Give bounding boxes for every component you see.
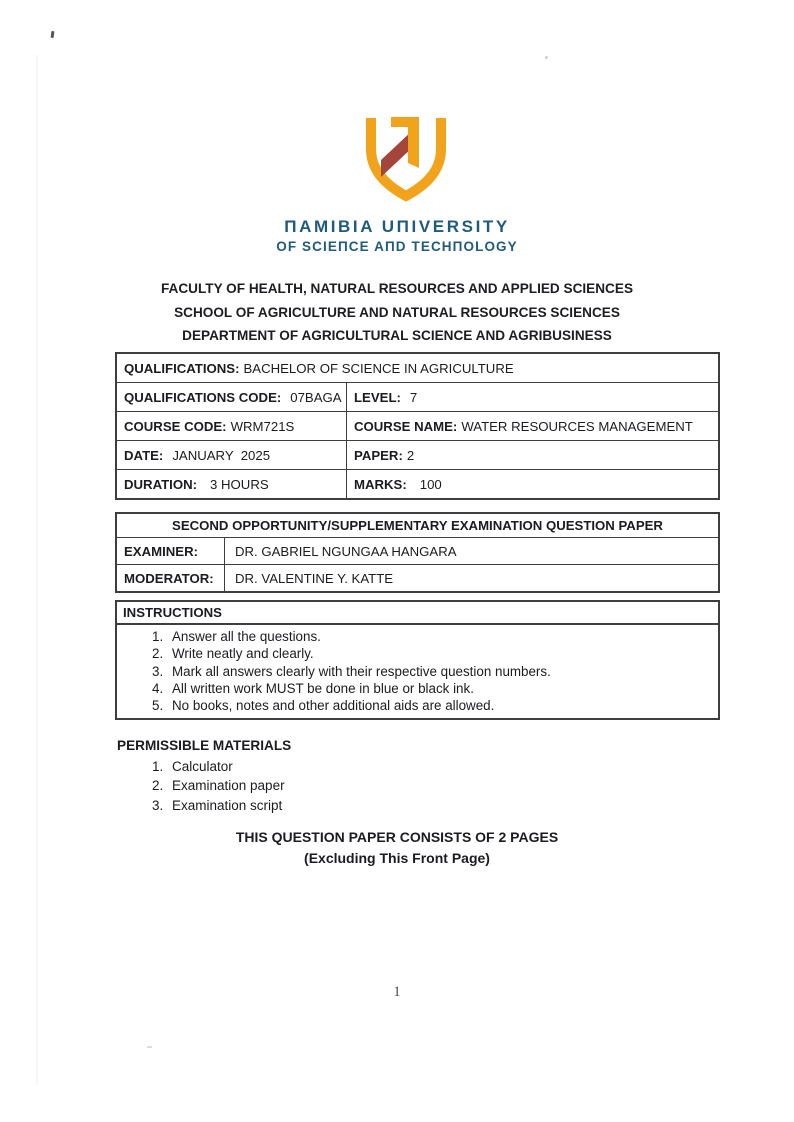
item-text: Answer all the questions. (172, 629, 321, 644)
examiner-label-cell (117, 538, 225, 564)
page-count-subnote: (Excluding This Front Page) (304, 850, 490, 866)
date-value: JANUARY 2025 (172, 447, 271, 463)
table-row (117, 411, 718, 440)
examiner-value-cell (225, 538, 718, 564)
material-item (117, 776, 285, 795)
level-cell (347, 383, 718, 411)
marks-value: 100 (419, 476, 442, 492)
level-value: 7 (409, 389, 418, 405)
item-number: 2. (152, 778, 164, 794)
faculty-header (0, 277, 794, 348)
item-number: 5. (152, 698, 164, 714)
qualifications-label: QUALIFICATIONS: (124, 360, 240, 376)
instruction-item (117, 680, 712, 697)
table-row (117, 440, 718, 469)
instructions-box (115, 600, 720, 720)
duration-cell (117, 470, 347, 498)
qualifications-code-cell (117, 383, 347, 411)
table-row (117, 564, 718, 591)
course-name-cell (347, 412, 718, 440)
table-row (117, 538, 718, 564)
examiner-name: DR. GABRIEL NGUNGAA HANGARA (235, 543, 457, 559)
level-label: LEVEL: (354, 389, 401, 405)
examiner-table (115, 512, 720, 593)
permissible-materials-title: PERMISSIBLE MATERIALS (117, 738, 292, 753)
item-text: Examination paper (172, 778, 285, 794)
instruction-item (117, 697, 712, 714)
table-row (117, 354, 718, 382)
school-line: SCHOOL OF AGRICULTURE AND NATURAL RESOURCES SCIENCES (174, 304, 620, 320)
item-number: 3. (152, 663, 164, 679)
duration-value: 3 HOURS (210, 476, 269, 492)
paper-value: 2 (406, 447, 415, 463)
page-count-note: THIS QUESTION PAPER CONSISTS OF 2 PAGES (235, 829, 559, 845)
qualifications-cell (117, 354, 718, 382)
item-text: No books, notes and other additional aids are allowed. (172, 698, 495, 714)
scan-artifact (51, 31, 55, 38)
moderator-label: MODERATOR: (124, 570, 214, 586)
paper-cell (347, 441, 718, 469)
scan-artifact (545, 56, 548, 59)
moderator-label-cell (117, 565, 225, 591)
date-cell (117, 441, 347, 469)
item-number: 3. (152, 797, 164, 813)
course-info-table (115, 352, 720, 500)
item-number: 1. (152, 629, 164, 644)
paper-label: PAPER: (354, 447, 403, 463)
instruction-item (117, 663, 712, 680)
item-text: Examination script (172, 797, 283, 813)
moderator-value-cell (225, 565, 718, 591)
instructions-title: INSTRUCTIONS (117, 602, 718, 625)
permissible-materials-list (117, 757, 285, 815)
table-row (117, 469, 718, 498)
item-number: 2. (152, 646, 164, 662)
qualifications-code-value: 07BAGA (290, 389, 342, 405)
material-item (117, 796, 285, 815)
material-item (117, 757, 285, 776)
course-code-label: COURSE CODE: (124, 418, 227, 434)
page-number: 1 (393, 984, 401, 1000)
faculty-line: FACULTY OF HEALTH, NATURAL RESOURCES AND APPLIED SCIENCES (160, 281, 634, 296)
course-code-cell (117, 412, 347, 440)
item-text: Write neatly and clearly. (172, 646, 314, 662)
item-text: Mark all answers clearly with their respective question numbers. (172, 663, 551, 679)
scan-edge-line (36, 55, 38, 1085)
item-text: Calculator (172, 759, 233, 774)
instructions-list (117, 625, 718, 718)
nust-logo-icon (362, 113, 448, 203)
duration-label: DURATION: (124, 476, 198, 492)
instruction-item (117, 628, 712, 645)
marks-label: MARKS: (354, 476, 407, 492)
examiner-label: EXAMINER: (124, 543, 198, 559)
date-label: DATE: (124, 447, 164, 463)
instruction-item (117, 645, 712, 662)
marks-cell (347, 470, 718, 498)
department-line: DEPARTMENT OF AGRICULTURAL SCIENCE AND AGRIBUSINESS (182, 328, 612, 343)
item-text: All written work MUST be done in blue or black ink. (172, 680, 474, 696)
item-number: 1. (152, 759, 164, 774)
course-name-label: COURSE NAME: (354, 418, 458, 434)
university-wordmark-line2: OF SCIEΠCE AΠD TECHΠOLOGY (276, 239, 518, 254)
qualifications-value: BACHELOR OF SCIENCE IN AGRICULTURE (243, 360, 514, 376)
scan-artifact (147, 1046, 152, 1048)
course-code-value: WRM721S (230, 418, 295, 434)
course-name-value: WATER RESOURCES MANAGEMENT (461, 418, 693, 434)
table-row (117, 382, 718, 411)
item-number: 4. (152, 680, 164, 696)
moderator-name: DR. VALENTINE Y. KATTE (235, 570, 394, 586)
logo-shield (371, 118, 441, 196)
university-wordmark-line1: ΠAMIBIA UΠIVERSITY (284, 217, 510, 236)
qualifications-code-label: QUALIFICATIONS CODE: (124, 389, 282, 405)
exam-paper-title: SECOND OPPORTUNITY/SUPPLEMENTARY EXAMINATION QUESTION PAPER (117, 514, 718, 538)
